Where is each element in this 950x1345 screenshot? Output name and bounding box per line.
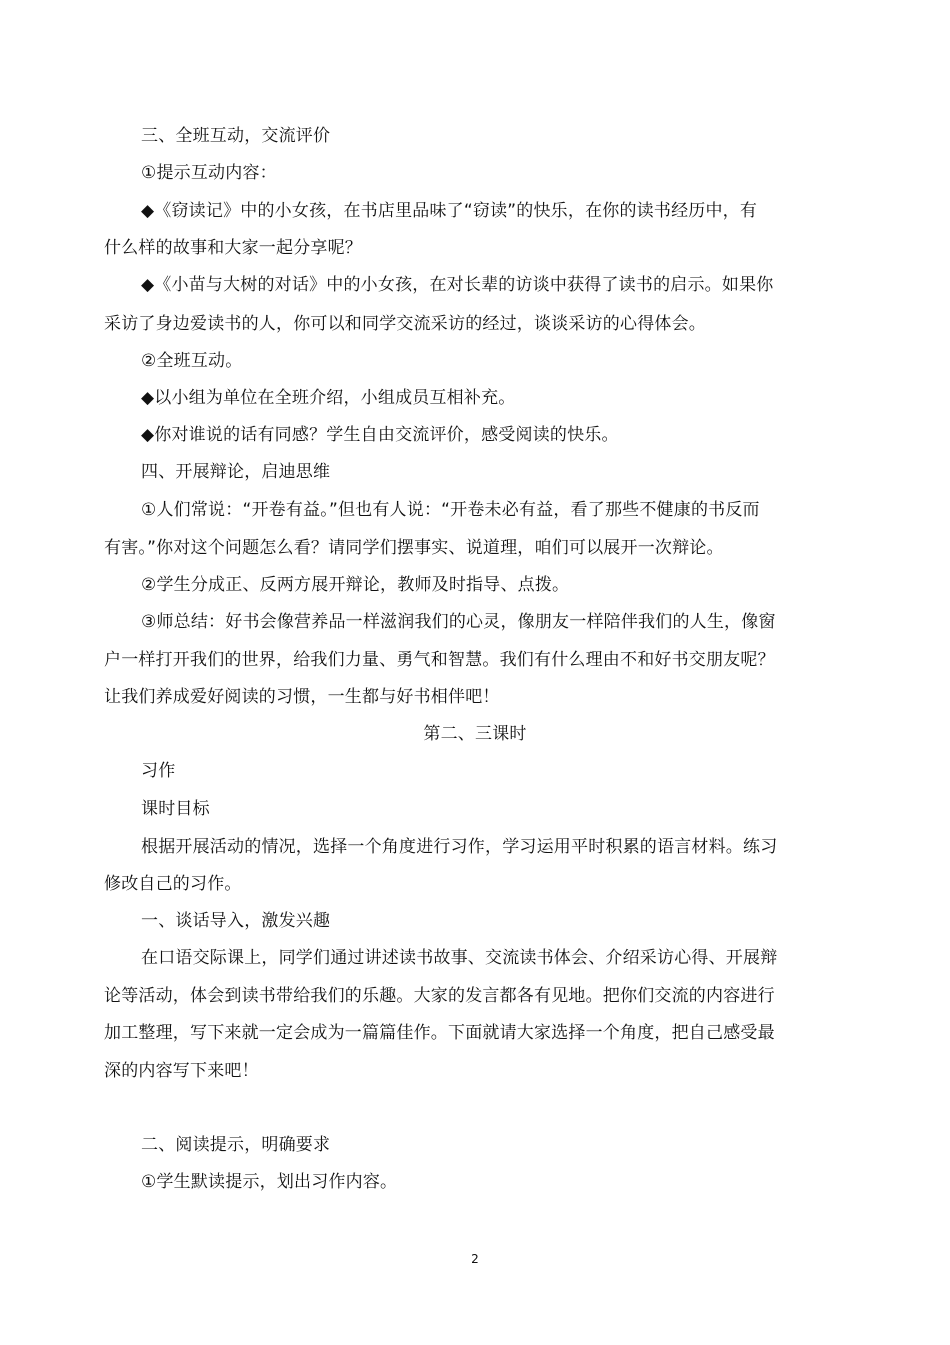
paragraph-line: 有害。”你对这个问题怎么看？请同学们摆事实、说道理，咱们可以展开一次辩论。 bbox=[104, 538, 724, 558]
paragraph-line: 论等活动，体会到读书带给我们的乐趣。大家的发言都各有见地。把你们交流的内容进行 bbox=[104, 986, 775, 1006]
paragraph-line: ③师总结：好书会像营养品一样滋润我们的心灵，像朋友一样陪伴我们的人生，像窗 bbox=[141, 612, 776, 632]
paragraph-line: ①人们常说：“开卷有益。”但也有人说：“开卷未必有益，看了那些不健康的书反而 bbox=[141, 500, 760, 520]
subheading: 课时目标 bbox=[141, 799, 210, 819]
paragraph-line: ①学生默读提示，划出习作内容。 bbox=[141, 1172, 398, 1192]
paragraph-line: 根据开展活动的情况，选择一个角度进行习作，学习运用平时积累的语言材料。练习 bbox=[141, 837, 778, 857]
paragraph-line: ◆《小苗与大树的对话》中的小女孩，在对长辈的访谈中获得了读书的启示。如果你 bbox=[141, 275, 774, 295]
paragraph-line: 户一样打开我们的世界，给我们力量、勇气和智慧。我们有什么理由不和好书交朋友呢？ bbox=[104, 650, 775, 670]
paragraph-line: ②全班互动。 bbox=[141, 351, 243, 371]
section-heading-1: 一、谈话导入，激发兴趣 bbox=[141, 911, 331, 931]
page-number: 2 bbox=[471, 1252, 479, 1266]
paragraph-line: ◆你对谁说的话有同感？学生自由交流评价，感受阅读的快乐。 bbox=[141, 425, 619, 445]
paragraph-line: ①提示互动内容： bbox=[141, 163, 277, 183]
paragraph-line: 深的内容写下来吧！ bbox=[104, 1061, 259, 1081]
section-heading-4: 四、开展辩论，启迪思维 bbox=[141, 462, 331, 482]
paragraph-line: ◆《窃读记》中的小女孩，在书店里品味了“窃读”的快乐，在你的读书经历中，有 bbox=[141, 201, 758, 221]
paragraph-line: 什么样的故事和大家一起分享呢？ bbox=[104, 238, 362, 258]
paragraph-line: ◆以小组为单位在全班介绍，小组成员互相补充。 bbox=[141, 388, 516, 408]
paragraph-line: ②学生分成正、反两方展开辩论，教师及时指导、点拨。 bbox=[141, 575, 570, 595]
paragraph-line: 在口语交际课上，同学们通过讲述读书故事、交流读书体会、介绍采访心得、开展辩 bbox=[141, 948, 778, 968]
lesson-heading: 第二、三课时 bbox=[423, 724, 527, 744]
paragraph-line: 加工整理，写下来就一定会成为一篇篇佳作。下面就请大家选择一个角度，把自己感受最 bbox=[104, 1023, 775, 1043]
paragraph-line: 让我们养成爱好阅读的习惯，一生都与好书相伴吧！ bbox=[104, 687, 500, 707]
subheading: 习作 bbox=[141, 761, 176, 781]
paragraph-line: 修改自己的习作。 bbox=[104, 874, 242, 894]
section-heading-3: 三、全班互动，交流评价 bbox=[141, 126, 331, 146]
section-heading-2: 二、阅读提示，明确要求 bbox=[141, 1135, 331, 1155]
paragraph-line: 采访了身边爱读书的人，你可以和同学交流采访的经过，谈谈采访的心得体会。 bbox=[104, 314, 706, 334]
